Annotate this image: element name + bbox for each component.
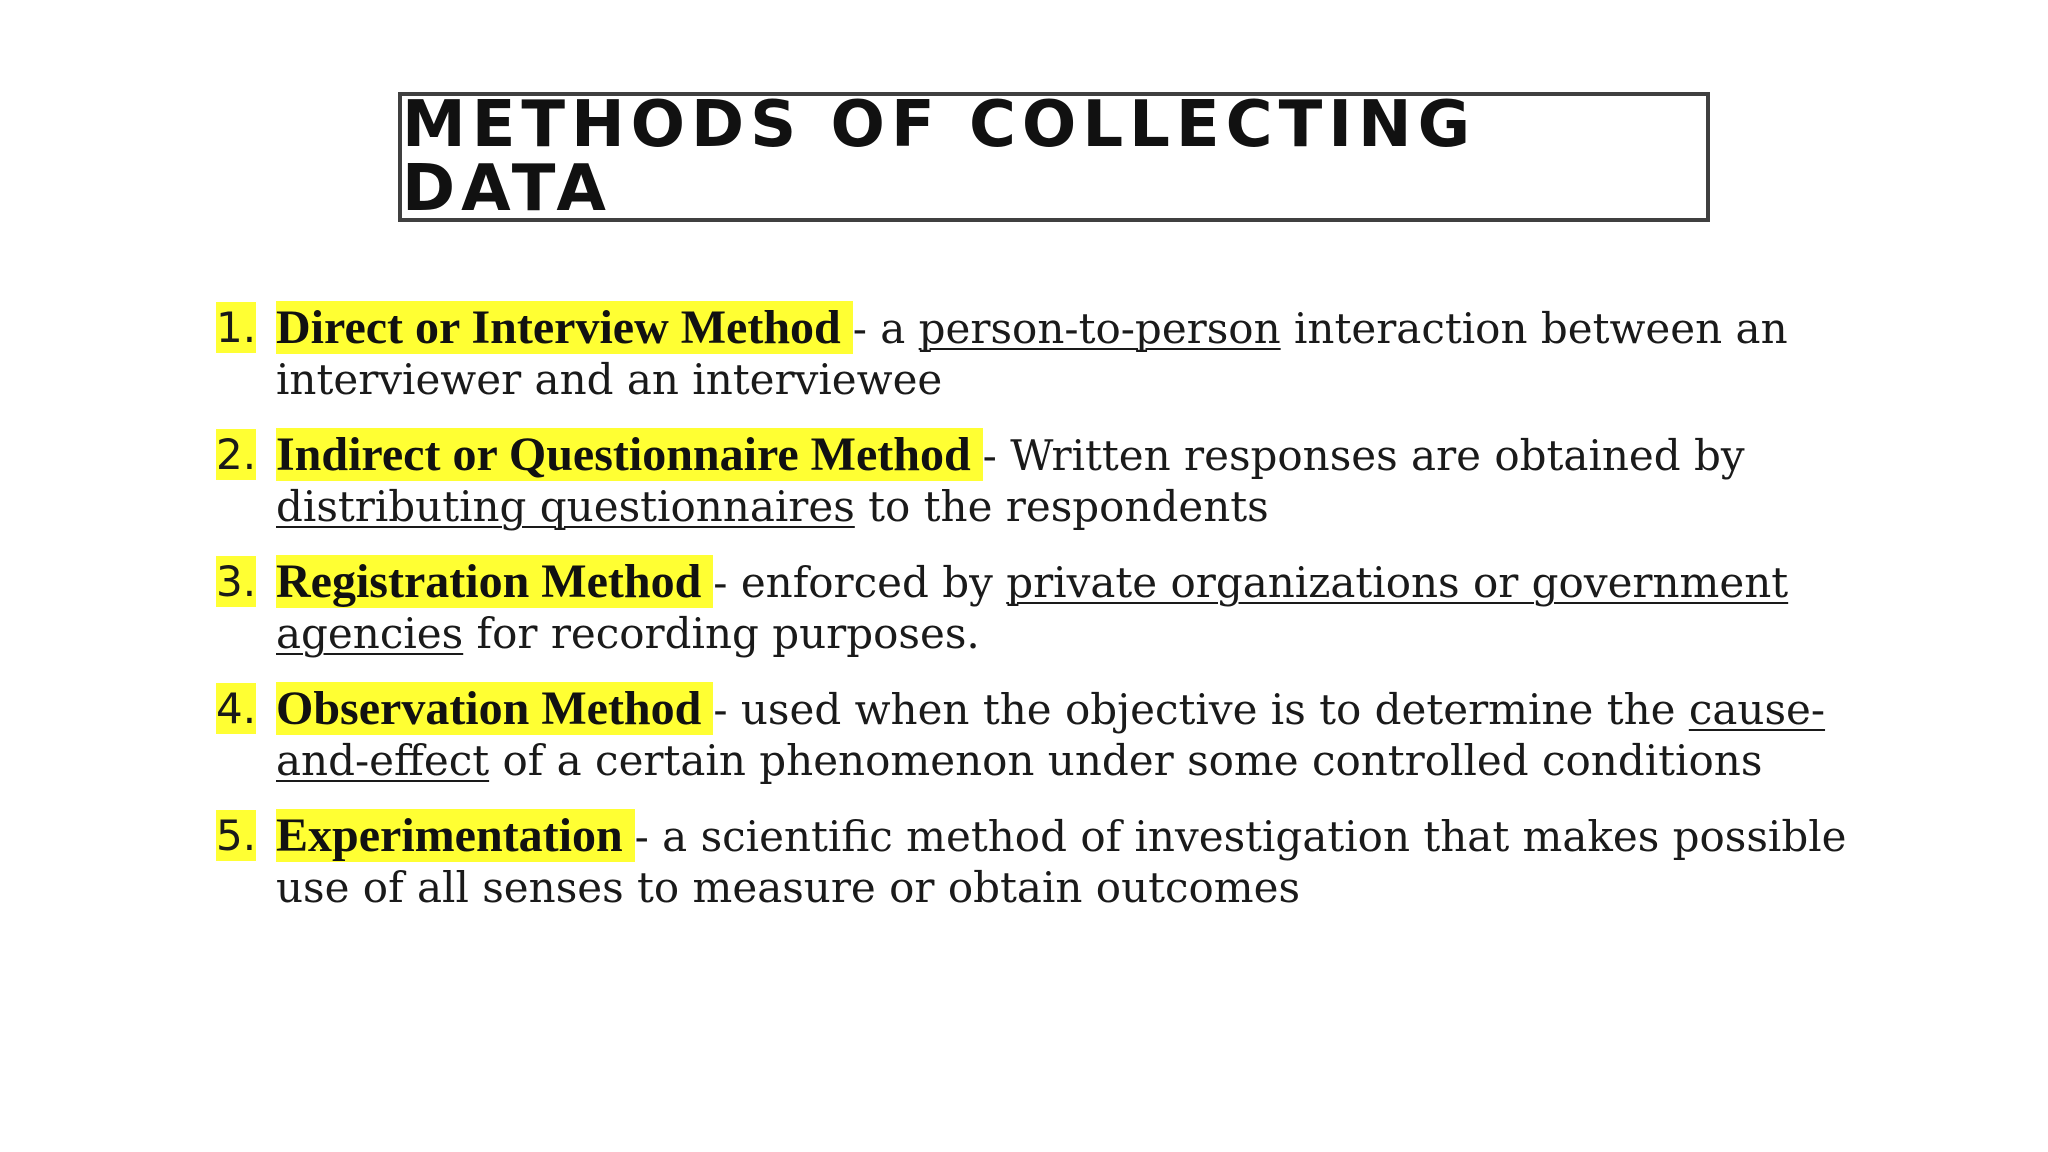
description-text: - Written responses are obtained by bbox=[982, 431, 1745, 480]
underlined-text: private organizations or government agencies bbox=[276, 558, 1789, 658]
list-item bbox=[216, 810, 1856, 913]
description-text: - enforced by bbox=[713, 558, 1007, 607]
description-text: for recording purposes. bbox=[463, 609, 980, 658]
description-text: - used when the objective is to determine the bbox=[713, 685, 1689, 734]
item-number: 3. bbox=[216, 557, 257, 606]
method-term: Registration Method bbox=[276, 555, 714, 608]
description-text: to the respondents bbox=[854, 482, 1269, 531]
list-item bbox=[216, 556, 1856, 659]
description-text: interaction between an interviewer and an interviewee bbox=[276, 304, 1788, 404]
method-term: Experimentation bbox=[276, 809, 635, 862]
item-number: 2. bbox=[216, 430, 257, 479]
method-term: Direct or Interview Method bbox=[276, 301, 853, 354]
item-number: 1. bbox=[216, 303, 257, 352]
description-text: - a bbox=[852, 304, 919, 353]
list-item bbox=[216, 429, 1856, 532]
methods-list bbox=[216, 302, 1856, 937]
description-text: of a certain phenomenon under some controlled conditions bbox=[489, 736, 1763, 785]
list-item bbox=[216, 683, 1856, 786]
method-term: Observation Method bbox=[276, 682, 714, 735]
underlined-text: person-to-person bbox=[918, 304, 1281, 353]
method-term: Indirect or Questionnaire Method bbox=[276, 428, 983, 481]
item-number: 4. bbox=[216, 684, 257, 733]
item-number: 5. bbox=[216, 811, 257, 860]
list-item bbox=[216, 302, 1856, 405]
title-box bbox=[398, 88, 1710, 226]
description-text: - a scientific method of investigation that makes possible use of all senses to measure or obtain outcomes bbox=[276, 812, 1847, 912]
page-title: METHODS OF COLLECTING DATA bbox=[402, 88, 1477, 226]
underlined-text: distributing questionnaires bbox=[276, 482, 855, 531]
underlined-text: cause-and-effect bbox=[276, 685, 1826, 785]
